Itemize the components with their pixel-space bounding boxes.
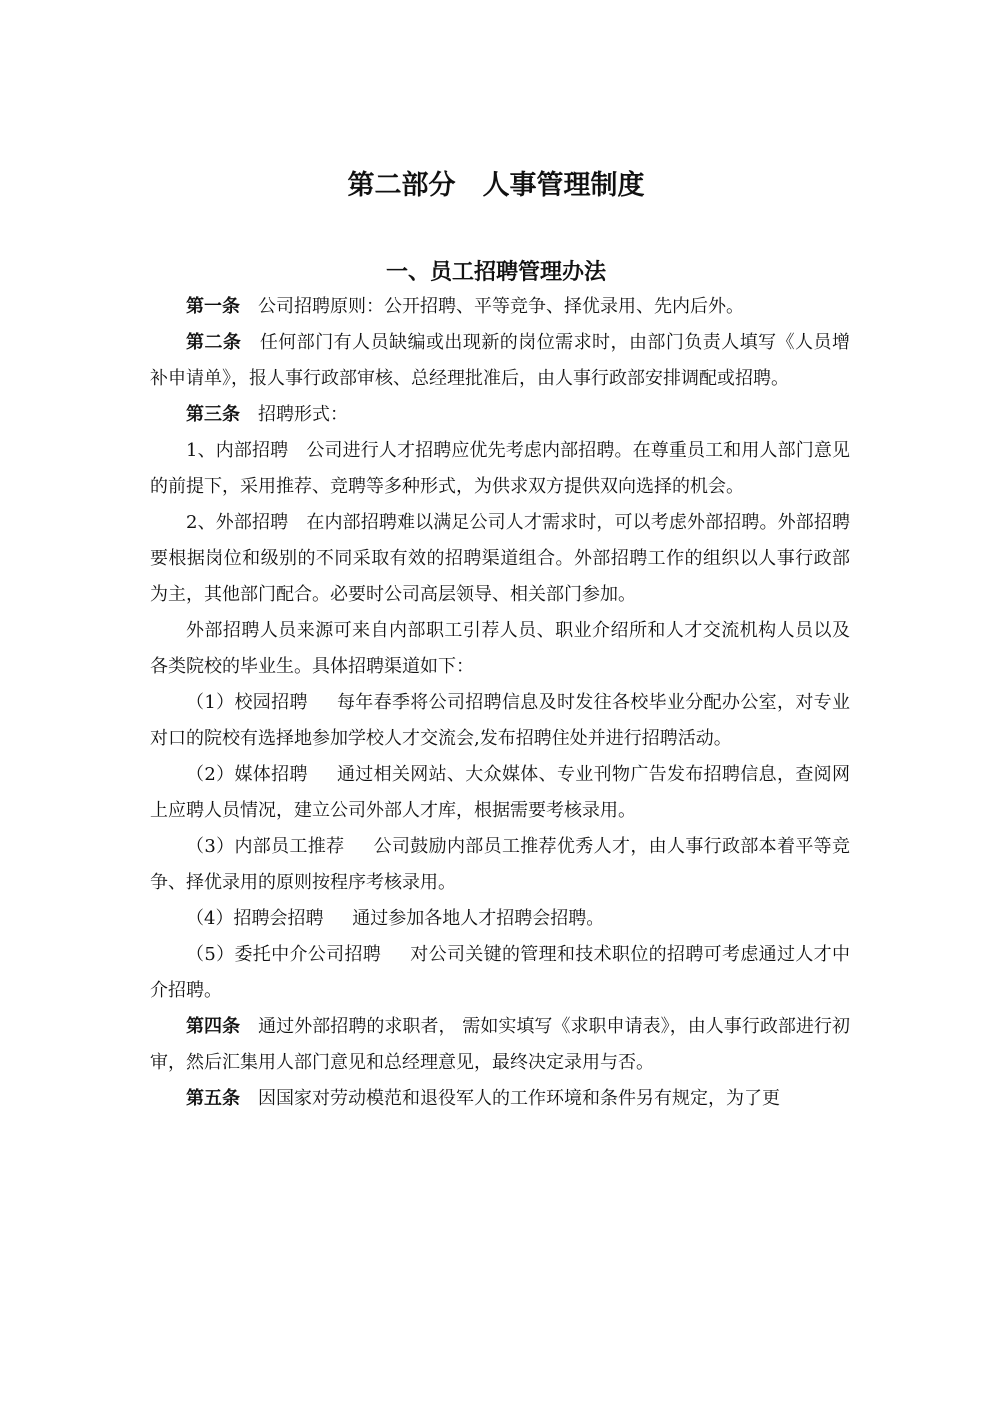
- article-label: 第二条: [186, 332, 242, 353]
- article-text: 因国家对劳动模范和退役军人的工作环境和条件另有规定，为了更: [258, 1088, 780, 1109]
- channel-text: 通过参加各地人才招聘会招聘。: [352, 908, 605, 929]
- channel-campus: [150, 685, 850, 757]
- part-title: 第二部分 人事管理制度: [347, 170, 645, 201]
- article-text: 任何部门有人员缺编或出现新的岗位需求时，由部门负责人填写《人员增补申请单》，报人事行政部审核、总经理批准后，由人事行政部安排调配或招聘。: [150, 332, 851, 389]
- document-body: [150, 289, 850, 1117]
- form-title: 2、外部招聘: [186, 512, 289, 533]
- article-5: [150, 1081, 850, 1117]
- channel-text: 对公司关键的管理和技术职位的招聘可考虑通过人才中介招聘。: [150, 944, 851, 1001]
- channel-title: （2）媒体招聘: [186, 764, 308, 785]
- channel-agency: [150, 937, 850, 1009]
- article-text: 招聘形式：: [258, 404, 348, 425]
- sources-paragraph: 外部招聘人员来源可来自内部职工引荐人员、职业介绍所和人才交流机构人员以及各类院校的毕业生。具体招聘渠道如下：: [150, 620, 850, 677]
- article-4: [150, 1009, 850, 1081]
- article-2: [150, 325, 850, 397]
- form-title: 1、内部招聘: [186, 440, 289, 461]
- form-text: 在内部招聘难以满足公司人才需求时，可以考虑外部招聘。外部招聘要根据岗位和级别的不同采取有效的招聘渠道组合。外部招聘工作的组织以人事行政部为主，其他部门配合。必要时公司高层领导、相关部门参加。: [150, 512, 851, 605]
- article-text: 公司招聘原则：公开招聘、平等竞争、择优录用、先内后外。: [258, 296, 744, 317]
- channel-title: （3）内部员工推荐: [186, 836, 345, 857]
- article-label: 第四条: [186, 1016, 241, 1037]
- channel-job-fair: [150, 901, 850, 937]
- channel-title: （1）校园招聘: [186, 692, 308, 713]
- article-label: 第五条: [186, 1088, 240, 1109]
- channel-title: （4）招聘会招聘: [186, 908, 324, 929]
- form-text: 公司进行人才招聘应优先考虑内部招聘。在尊重员工和用人部门意见的前提下，采用推荐、竞聘等多种形式，为供求双方提供双向选择的机会。: [150, 440, 851, 497]
- form-external: [150, 505, 850, 613]
- article-text: 通过外部招聘的求职者， 需如实填写《求职申请表》，由人事行政部进行初审，然后汇集用人部门意见和总经理意见，最终决定录用与否。: [150, 1016, 851, 1073]
- channel-referral: [150, 829, 850, 901]
- article-1: [150, 289, 850, 325]
- channel-media: [150, 757, 850, 829]
- article-label: 第三条: [186, 404, 240, 425]
- article-label: 第一条: [186, 296, 240, 317]
- channel-text: 通过相关网站、大众媒体、专业刊物广告发布招聘信息，查阅网上应聘人员情况，建立公司外部人才库，根据需要考核录用。: [150, 764, 851, 821]
- channel-title: （5）委托中介公司招聘: [186, 944, 382, 965]
- article-3: [150, 397, 850, 433]
- section-title: 一、员工招聘管理办法: [385, 260, 606, 285]
- channel-text: 每年春季将公司招聘信息及时发往各校毕业分配办公室，对专业对口的院校有选择地参加学校人才交流会,发布招聘住处并进行招聘活动。: [150, 692, 851, 749]
- form-internal: [150, 433, 850, 505]
- channel-text: 公司鼓励内部员工推荐优秀人才，由人事行政部本着平等竞争、择优录用的原则按程序考核录用。: [150, 836, 851, 893]
